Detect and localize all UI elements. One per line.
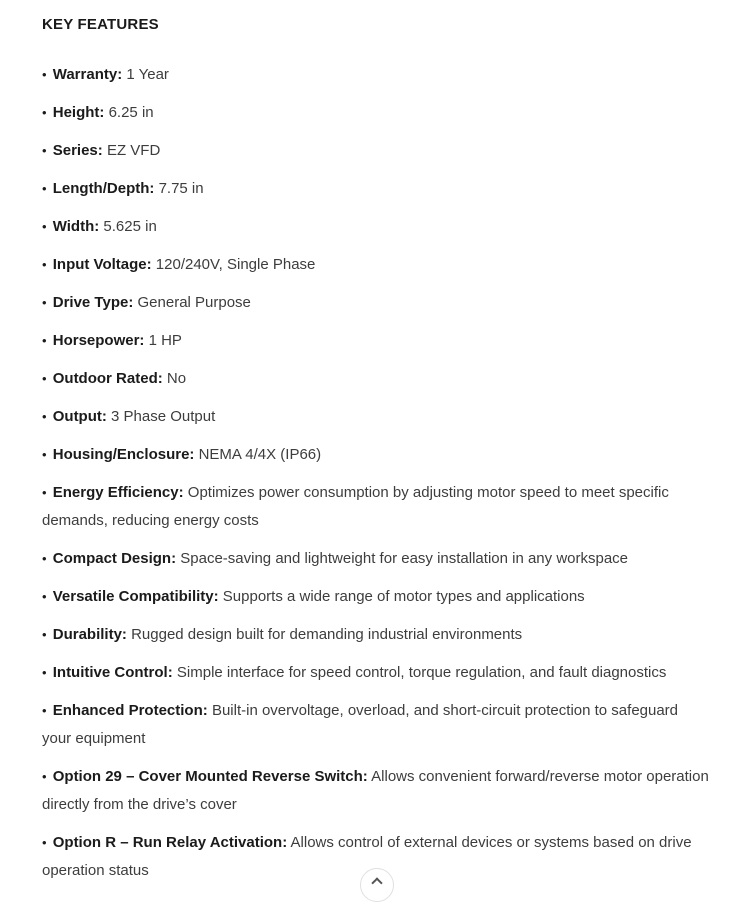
- bullet-icon: •: [42, 485, 47, 500]
- bullet-icon: •: [42, 257, 47, 272]
- section-title: KEY FEATURES: [42, 16, 159, 33]
- feature-label: Horsepower:: [52, 332, 145, 349]
- feature-value: No: [166, 370, 187, 387]
- feature-item: [42, 327, 710, 355]
- feature-item: [42, 479, 710, 535]
- feature-label: Outdoor Rated:: [52, 370, 163, 387]
- feature-item: [42, 441, 710, 469]
- feature-value: 120/240V, Single Phase: [155, 256, 316, 273]
- bullet-icon: •: [42, 769, 47, 784]
- feature-label: Option R – Run Relay Activation:: [52, 834, 288, 851]
- bullet-icon: •: [42, 105, 47, 120]
- feature-label: Width:: [52, 218, 100, 235]
- feature-item: [42, 763, 710, 819]
- feature-item: [42, 403, 710, 431]
- feature-value: 7.75 in: [158, 180, 204, 197]
- feature-value: Simple interface for speed control, torque regulation, and fault diagnostics: [176, 664, 667, 681]
- bullet-icon: •: [42, 67, 47, 82]
- feature-value: 3 Phase Output: [111, 408, 216, 425]
- feature-value: Built-in overvoltage, overload, and short-circuit protection to safeguard your equipment: [42, 702, 679, 747]
- feature-label: Drive Type:: [52, 294, 134, 311]
- feature-label: Housing/Enclosure:: [52, 446, 195, 463]
- feature-value: Optimizes power consumption by adjusting motor speed to meet specific demands, reducing energy costs: [42, 484, 669, 529]
- feature-value: Space-saving and lightweight for easy installation in any workspace: [180, 550, 629, 567]
- feature-item: [42, 213, 710, 241]
- feature-value: Supports a wide range of motor types and applications: [222, 588, 585, 605]
- bullet-icon: •: [42, 143, 47, 158]
- bullet-icon: •: [42, 333, 47, 348]
- feature-value: NEMA 4/4X (IP66): [198, 446, 322, 463]
- bullet-icon: •: [42, 551, 47, 566]
- bullet-icon: •: [42, 447, 47, 462]
- feature-value: EZ VFD: [106, 142, 161, 159]
- feature-item: [42, 365, 710, 393]
- feature-item: [42, 137, 710, 165]
- feature-label: Warranty:: [52, 66, 123, 83]
- feature-label: Compact Design:: [52, 550, 177, 567]
- feature-value: General Purpose: [137, 294, 251, 311]
- bullet-icon: •: [42, 409, 47, 424]
- feature-value: 5.625 in: [103, 218, 157, 235]
- feature-label: Energy Efficiency:: [52, 484, 184, 501]
- feature-item: [42, 61, 710, 89]
- feature-item: [42, 289, 710, 317]
- feature-value: 1 HP: [148, 332, 182, 349]
- feature-item: [42, 697, 710, 753]
- feature-item: [42, 621, 710, 649]
- feature-value: Rugged design built for demanding industrial environments: [131, 626, 523, 643]
- feature-label: Versatile Compatibility:: [52, 588, 219, 605]
- feature-label: Output:: [52, 408, 107, 425]
- feature-value: 6.25 in: [108, 104, 154, 121]
- bullet-icon: •: [42, 589, 47, 604]
- feature-label: Enhanced Protection:: [52, 702, 208, 719]
- feature-value: Allows control of external devices or systems based on drive operation status: [42, 834, 692, 879]
- bullet-icon: •: [42, 295, 47, 310]
- bullet-icon: •: [42, 371, 47, 386]
- feature-item: [42, 583, 710, 611]
- feature-label: Length/Depth:: [52, 180, 155, 197]
- bullet-icon: •: [42, 665, 47, 680]
- feature-value: Allows convenient forward/reverse motor operation directly from the drive’s cover: [42, 768, 709, 813]
- feature-item: [42, 251, 710, 279]
- feature-value: 1 Year: [126, 66, 169, 83]
- bullet-icon: •: [42, 627, 47, 642]
- feature-label: Series:: [52, 142, 103, 159]
- feature-item: [42, 545, 710, 573]
- feature-label: Option 29 – Cover Mounted Reverse Switch:: [52, 768, 368, 785]
- feature-list: [42, 61, 710, 885]
- feature-item: [42, 659, 710, 687]
- feature-item: [42, 99, 710, 127]
- feature-label: Durability:: [52, 626, 127, 643]
- bullet-icon: •: [42, 181, 47, 196]
- chevron-up-icon: [371, 877, 382, 888]
- expand-button[interactable]: [360, 868, 394, 902]
- feature-label: Input Voltage:: [52, 256, 152, 273]
- feature-label: Height:: [52, 104, 105, 121]
- bullet-icon: •: [42, 219, 47, 234]
- feature-item: [42, 175, 710, 203]
- bullet-icon: •: [42, 835, 47, 850]
- feature-label: Intuitive Control:: [52, 664, 173, 681]
- bullet-icon: •: [42, 703, 47, 718]
